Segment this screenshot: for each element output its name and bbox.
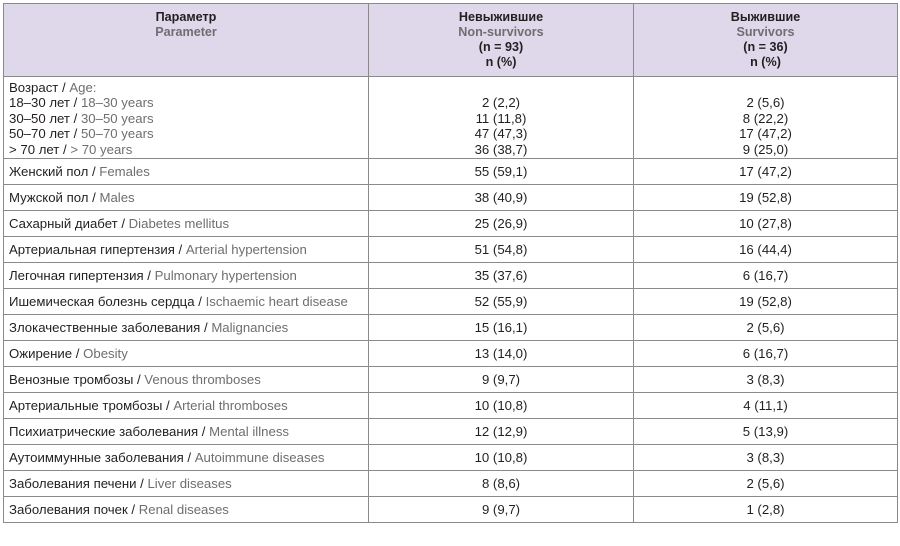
- parameter-ru: Венозные тромбозы: [9, 372, 134, 388]
- non-survivors-cell: 25 (26,9): [369, 211, 634, 237]
- table-row: [4, 497, 898, 523]
- separator: /: [194, 294, 206, 310]
- parameter-ru: Легочная гипертензия: [9, 268, 144, 284]
- header-survivors-n: (n = 36): [743, 40, 788, 54]
- parameter-cell: [4, 367, 369, 393]
- non-survivors-cell: 15 (16,1): [369, 315, 634, 341]
- header-survivors: [634, 4, 898, 77]
- parameter-en: Ischaemic heart disease: [205, 294, 348, 310]
- parameter-en: Diabetes mellitus: [128, 216, 230, 232]
- age-survivors-value: 17 (47,2): [739, 126, 792, 142]
- non-survivors-cell: 51 (54,8): [369, 237, 634, 263]
- table-row: [4, 367, 898, 393]
- parameter-en: Pulmonary hypertension: [154, 268, 297, 284]
- survivors-cell: 2 (5,6): [634, 315, 898, 341]
- survivors-cell: 3 (8,3): [634, 367, 898, 393]
- parameter-en: Venous thromboses: [144, 372, 261, 388]
- parameter-en: Females: [99, 164, 150, 180]
- parameter-ru: Злокачественные заболевания: [9, 320, 201, 336]
- separator: /: [198, 424, 210, 440]
- survivors-cell: 17 (47,2): [634, 159, 898, 185]
- table-row: [4, 159, 898, 185]
- non-survivors-cell: 13 (14,0): [369, 341, 634, 367]
- survivors-cell: 19 (52,8): [634, 289, 898, 315]
- header-non-survivors-unit: n (%): [485, 55, 517, 69]
- parameter-cell: [4, 185, 369, 211]
- table-row-age: [4, 77, 898, 159]
- age-group-label: 18–30 лет / 18–30 years: [9, 95, 154, 111]
- parameter-ru: Артериальные тромбозы: [9, 398, 163, 414]
- separator: /: [127, 502, 139, 518]
- header-survivors-unit: n (%): [750, 55, 781, 69]
- age-non-survivors-value: 47 (47,3): [474, 126, 528, 142]
- separator: /: [117, 216, 129, 232]
- separator: /: [72, 346, 84, 362]
- header-non-survivors-n: (n = 93): [478, 40, 524, 54]
- parameter-cell: [4, 445, 369, 471]
- parameter-ru: Заболевания печени: [9, 476, 137, 492]
- age-group-label: 50–70 лет / 50–70 years: [9, 126, 154, 142]
- parameter-en: Males: [99, 190, 135, 206]
- survivors-cell: 4 (11,1): [634, 393, 898, 419]
- header-parameter-en: Parameter: [155, 25, 217, 39]
- header-row: [4, 4, 898, 77]
- separator: /: [174, 242, 186, 258]
- separator: /: [200, 320, 212, 336]
- parameter-cell: [4, 315, 369, 341]
- parameter-ru: Аутоиммунные заболевания: [9, 450, 184, 466]
- parameter-cell: [4, 419, 369, 445]
- survivors-cell: 19 (52,8): [634, 185, 898, 211]
- age-group-label: 30–50 лет / 30–50 years: [9, 110, 154, 126]
- age-survivors-value: 9 (25,0): [742, 141, 789, 157]
- parameter-cell: [4, 211, 369, 237]
- survivors-cell: 5 (13,9): [634, 419, 898, 445]
- parameter-cell: [4, 341, 369, 367]
- separator: /: [183, 450, 195, 466]
- parameter-ru: Артериальная гипертензия: [9, 242, 175, 258]
- non-survivors-cell: 8 (8,6): [369, 471, 634, 497]
- age-non-survivors-value: 36 (38,7): [474, 141, 528, 157]
- parameter-en: Arterial hypertension: [185, 242, 307, 258]
- non-survivors-cell: 52 (55,9): [369, 289, 634, 315]
- parameter-en: Mental illness: [209, 424, 290, 440]
- age-survivors-value: 2 (5,6): [746, 95, 785, 111]
- header-non-survivors-ru: Невыжившие: [458, 10, 544, 24]
- separator: /: [136, 476, 148, 492]
- table-row: [4, 263, 898, 289]
- parameter-en: Liver diseases: [147, 476, 232, 492]
- non-survivors-cell: 9 (9,7): [369, 367, 634, 393]
- age-non-survivors-cell: [369, 77, 634, 159]
- parameter-cell: [4, 471, 369, 497]
- parameter-ru: Ишемическая болезнь сердца: [9, 294, 195, 310]
- data-table: [3, 3, 898, 523]
- separator: /: [162, 398, 174, 414]
- non-survivors-cell: 10 (10,8): [369, 445, 634, 471]
- survivors-cell: 3 (8,3): [634, 445, 898, 471]
- header-parameter: [4, 4, 369, 77]
- parameter-en: Malignancies: [211, 320, 289, 336]
- parameter-cell: [4, 497, 369, 523]
- age-survivors-value: 8 (22,2): [742, 110, 789, 126]
- age-survivors-cell: [634, 77, 898, 159]
- parameter-cell: [4, 289, 369, 315]
- parameter-en: Autoimmune diseases: [194, 450, 325, 466]
- table-row: [4, 237, 898, 263]
- non-survivors-cell: 38 (40,9): [369, 185, 634, 211]
- header-survivors-en: Survivors: [736, 25, 795, 39]
- header-survivors-ru: Выжившие: [730, 10, 801, 24]
- parameter-en: Renal diseases: [138, 502, 229, 518]
- non-survivors-cell: 55 (59,1): [369, 159, 634, 185]
- parameter-en: Arterial thromboses: [173, 398, 288, 414]
- survivors-cell: 6 (16,7): [634, 341, 898, 367]
- age-group-label: > 70 лет / > 70 years: [9, 141, 133, 157]
- survivors-cell: 16 (44,4): [634, 237, 898, 263]
- separator: /: [88, 190, 100, 206]
- separator: /: [143, 268, 155, 284]
- parameter-cell: [4, 237, 369, 263]
- table-row: [4, 211, 898, 237]
- table-row: [4, 185, 898, 211]
- table-row: [4, 289, 898, 315]
- survivors-cell: 2 (5,6): [634, 471, 898, 497]
- table-row: [4, 315, 898, 341]
- parameter-cell: [4, 393, 369, 419]
- table-row: [4, 445, 898, 471]
- separator: /: [88, 164, 100, 180]
- parameter-ru: Ожирение: [9, 346, 73, 362]
- age-title: Возраст / Age:: [9, 80, 97, 95]
- header-parameter-ru: Параметр: [155, 10, 217, 24]
- parameter-ru: Сахарный диабет: [9, 216, 118, 232]
- age-non-survivors-value: 2 (2,2): [481, 95, 521, 111]
- table-row: [4, 471, 898, 497]
- survivors-cell: 10 (27,8): [634, 211, 898, 237]
- non-survivors-cell: 10 (10,8): [369, 393, 634, 419]
- survivors-cell: 1 (2,8): [634, 497, 898, 523]
- non-survivors-cell: 9 (9,7): [369, 497, 634, 523]
- parameter-cell: [4, 263, 369, 289]
- parameter-en: Obesity: [83, 346, 128, 362]
- table-row: [4, 393, 898, 419]
- parameter-ru: Психиатрические заболевания: [9, 424, 199, 440]
- non-survivors-cell: 12 (12,9): [369, 419, 634, 445]
- parameter-cell: [4, 159, 369, 185]
- non-survivors-cell: 35 (37,6): [369, 263, 634, 289]
- separator: /: [133, 372, 145, 388]
- table-row: [4, 419, 898, 445]
- header-non-survivors-en: Non-survivors: [458, 25, 544, 39]
- parameter-ru: Заболевания почек: [9, 502, 128, 518]
- age-parameter-cell: [4, 77, 369, 159]
- parameter-ru: Мужской пол: [9, 190, 89, 206]
- header-non-survivors: [369, 4, 634, 77]
- table-row: [4, 341, 898, 367]
- table-container: [3, 3, 897, 523]
- survivors-cell: 6 (16,7): [634, 263, 898, 289]
- parameter-ru: Женский пол: [9, 164, 89, 180]
- age-non-survivors-value: 11 (11,8): [475, 110, 527, 126]
